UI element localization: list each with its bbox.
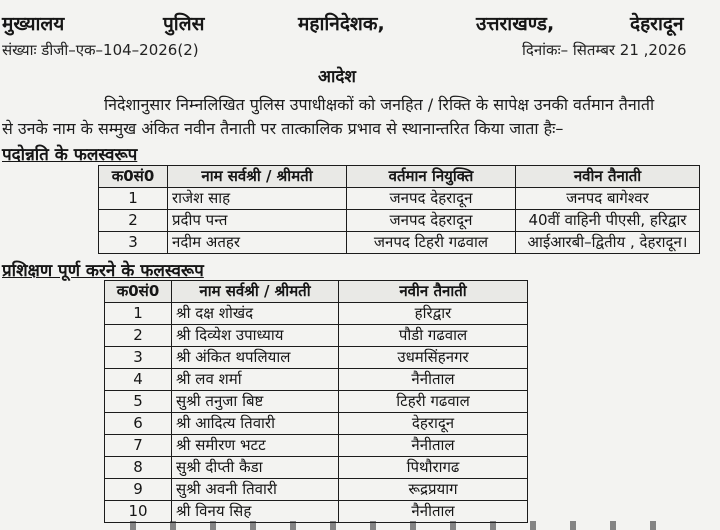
row-name: नदीम अतहर — [168, 232, 347, 254]
row-serial: 3 — [99, 232, 168, 254]
next-line-fragment — [130, 521, 690, 530]
row-new: उधमसिंहनगर — [339, 347, 528, 369]
row-new: पिथौरागढ — [339, 457, 528, 479]
table-row — [99, 232, 700, 254]
row-name: प्रदीप पन्त — [168, 210, 347, 232]
col-serial: क0सं0 — [105, 281, 172, 303]
table-row — [105, 369, 528, 391]
table-row — [99, 188, 700, 210]
row-new: रूद्रप्रयाग — [339, 479, 528, 501]
row-serial: 8 — [105, 457, 172, 479]
row-serial: 6 — [105, 413, 172, 435]
row-serial: 5 — [105, 391, 172, 413]
row-name: श्री दिव्येश उपाध्याय — [172, 325, 339, 347]
row-new: आईआरबी–द्वितीय , देहरादून। — [516, 232, 700, 254]
header-state: उत्तराखण्ड, — [476, 13, 555, 35]
row-serial: 10 — [105, 501, 172, 523]
table-row — [105, 303, 528, 325]
row-serial: 2 — [99, 210, 168, 232]
row-serial: 2 — [105, 325, 172, 347]
table-row — [105, 347, 528, 369]
row-name: राजेश साह — [168, 188, 347, 210]
row-name: श्री दक्ष शोखंद — [172, 303, 339, 325]
row-new: 40वीं वाहिनी पीएसी, हरिद्वार — [516, 210, 700, 232]
row-serial: 9 — [105, 479, 172, 501]
training-table — [104, 280, 528, 523]
row-current: जनपद टिहरी गढवाल — [347, 232, 516, 254]
row-name: सुश्री दीप्ती कैडा — [172, 457, 339, 479]
table-row — [99, 210, 700, 232]
row-new: टिहरी गढवाल — [339, 391, 528, 413]
table-row — [105, 391, 528, 413]
table-row — [105, 457, 528, 479]
row-serial: 1 — [99, 188, 168, 210]
row-new: हरिद्वार — [339, 303, 528, 325]
header-police: पुलिस — [163, 13, 205, 35]
header-office: मुख्यालय — [2, 13, 65, 35]
table-row — [105, 435, 528, 457]
row-current: जनपद देहरादून — [347, 188, 516, 210]
row-name: सुश्री तनुजा बिष्ट — [172, 391, 339, 413]
row-name: श्री विनय सिह — [172, 501, 339, 523]
col-new-posting: नवीन तैनाती — [339, 281, 528, 303]
reference-number: संख्याः डीजी–एक–104–2026(2) — [2, 41, 199, 59]
table-row — [105, 479, 528, 501]
table-header-row — [99, 166, 700, 188]
section2-heading: प्रशिक्षण पूर्ण करने के फलस्वरूप — [2, 261, 204, 281]
table-row — [105, 413, 528, 435]
row-name: श्री समीरण भटट — [172, 435, 339, 457]
row-serial: 3 — [105, 347, 172, 369]
table-header-row — [105, 281, 528, 303]
header-dg: महानिदेशक, — [298, 13, 385, 35]
row-current: जनपद देहरादून — [347, 210, 516, 232]
row-serial: 7 — [105, 435, 172, 457]
row-new: जनपद बागेश्वर — [516, 188, 700, 210]
intro-line-1: निदेशानुसार निम्नलिखित पुलिस उपाधीक्षकों को जनहित / रिक्ति के सापेक्ष उनकी वर्तमान तैनाती — [104, 95, 655, 114]
row-serial: 1 — [105, 303, 172, 325]
row-new: नैनीताल — [339, 501, 528, 523]
col-current-posting: वर्तमान नियुक्ति — [347, 166, 516, 188]
row-new: नैनीताल — [339, 435, 528, 457]
row-new: नैनीताल — [339, 369, 528, 391]
table-row — [105, 325, 528, 347]
order-title: आदेश — [318, 67, 356, 87]
col-serial: क0सं0 — [99, 166, 168, 188]
col-new-posting: नवीन तैनाती — [516, 166, 700, 188]
row-serial: 4 — [105, 369, 172, 391]
header-city: देहरादून — [630, 13, 684, 35]
row-name: सुश्री अवनी तिवारी — [172, 479, 339, 501]
table-row — [105, 501, 528, 523]
row-new: पौडी गढवाल — [339, 325, 528, 347]
order-date: दिनांकः– सितम्बर 21 ,2026 — [522, 41, 687, 59]
section1-heading: पदोन्नति के फलस्वरूप — [2, 145, 138, 165]
row-new: देहरादून — [339, 413, 528, 435]
col-name: नाम सर्वश्री / श्रीमती — [172, 281, 339, 303]
row-name: श्री अंकित थपलियाल — [172, 347, 339, 369]
col-name: नाम सर्वश्री / श्रीमती — [168, 166, 347, 188]
row-name: श्री आदित्य तिवारी — [172, 413, 339, 435]
promotion-table — [98, 165, 700, 254]
intro-line-2: से उनके नाम के सम्मुख अंकित नवीन तैनाती पर तात्कालिक प्रभाव से स्थानान्तरित किया जाता हैः– — [2, 119, 564, 138]
row-name: श्री लव शर्मा — [172, 369, 339, 391]
